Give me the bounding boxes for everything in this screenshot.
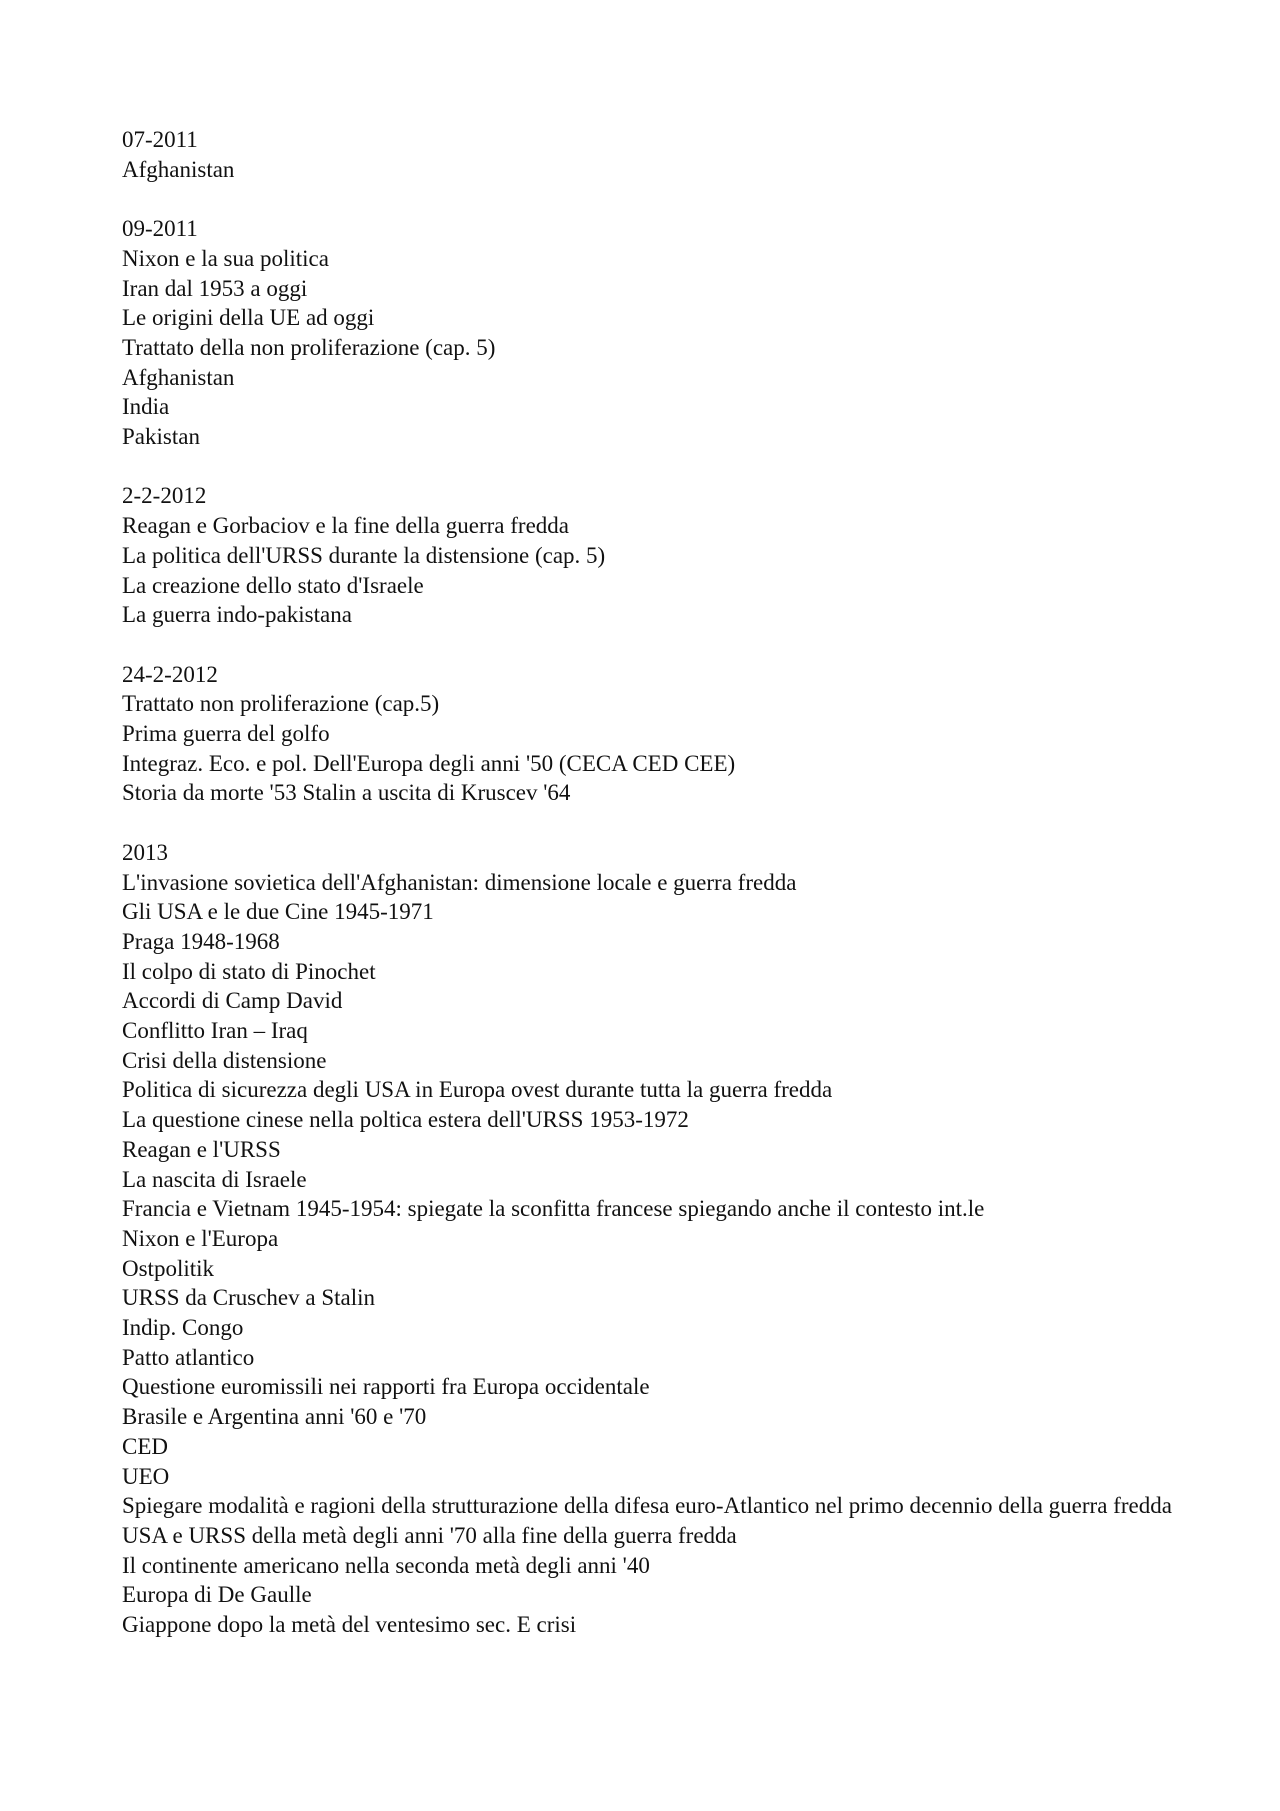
section-date: 2-2-2012 bbox=[122, 483, 207, 509]
topic-item: Spiegare modalità e ragioni della strutturazione della difesa euro-Atlantico nel primo decennio della guerra fredda bbox=[122, 1493, 1172, 1519]
topic-item: Iran dal 1953 a oggi bbox=[122, 275, 308, 301]
topic-item: Nixon e la sua politica bbox=[122, 245, 329, 271]
topic-item: Ostpolitik bbox=[122, 1255, 215, 1281]
topic-item: Europa di De Gaulle bbox=[122, 1582, 312, 1608]
topic-item: L'invasione sovietica dell'Afghanistan: dimensione locale e guerra fredda bbox=[122, 869, 797, 895]
section-2013 bbox=[122, 838, 1172, 1640]
topic-item: Patto atlantico bbox=[122, 1344, 255, 1370]
topic-item: India bbox=[122, 394, 170, 420]
section-date: 2013 bbox=[122, 839, 168, 865]
topic-item: Trattato della non proliferazione (cap. 5) bbox=[122, 334, 496, 360]
topic-item: Politica di sicurezza degli USA in Europa ovest durante tutta la guerra fredda bbox=[122, 1077, 833, 1103]
section-09-2011 bbox=[122, 214, 1172, 452]
topic-item: Francia e Vietnam 1945-1954: spiegate la sconfitta francese spiegando anche il contesto int.le bbox=[122, 1196, 985, 1222]
topic-item: Questione euromissili nei rapporti fra Europa occidentale bbox=[122, 1374, 650, 1400]
topic-item: Accordi di Camp David bbox=[122, 988, 343, 1014]
topic-item: Trattato non proliferazione (cap.5) bbox=[122, 691, 440, 717]
topic-item: La politica dell'URSS durante la distensione (cap. 5) bbox=[122, 542, 606, 568]
topic-item: Afghanistan bbox=[122, 156, 235, 182]
section-date: 09-2011 bbox=[122, 216, 198, 242]
topic-item: Integraz. Eco. e pol. Dell'Europa degli anni '50 (CECA CED CEE) bbox=[122, 750, 736, 776]
topic-item: Giappone dopo la metà del ventesimo sec. E crisi bbox=[122, 1612, 577, 1638]
topic-item: La nascita di Israele bbox=[122, 1166, 307, 1192]
topic-item: Le origini della UE ad oggi bbox=[122, 305, 375, 331]
section-date: 24-2-2012 bbox=[122, 661, 218, 687]
topic-item: Gli USA e le due Cine 1945-1971 bbox=[122, 899, 434, 925]
topic-item: URSS da Cruschev a Stalin bbox=[122, 1285, 375, 1311]
topic-item: Conflitto Iran – Iraq bbox=[122, 1018, 308, 1044]
topic-item: La creazione dello stato d'Israele bbox=[122, 572, 424, 598]
topic-item: La questione cinese nella poltica estera dell'URSS 1953-1972 bbox=[122, 1107, 689, 1133]
topic-item: Indip. Congo bbox=[122, 1315, 244, 1341]
topic-item: Crisi della distensione bbox=[122, 1047, 327, 1073]
topic-item: Nixon e l'Europa bbox=[122, 1225, 279, 1251]
topic-item: Il continente americano nella seconda metà degli anni '40 bbox=[122, 1552, 650, 1578]
topic-item: La guerra indo-pakistana bbox=[122, 602, 352, 628]
topic-item: Prima guerra del golfo bbox=[122, 721, 330, 747]
topic-item: Afghanistan bbox=[122, 364, 235, 390]
topic-item: Storia da morte '53 Stalin a uscita di Kruscev '64 bbox=[122, 780, 571, 806]
topic-item: Reagan e Gorbaciov e la fine della guerra fredda bbox=[122, 513, 569, 539]
topic-item: Reagan e l'URSS bbox=[122, 1136, 281, 1162]
section-date: 07-2011 bbox=[122, 127, 198, 152]
topic-item: Praga 1948-1968 bbox=[122, 928, 280, 954]
section-07-2011 bbox=[122, 125, 1172, 184]
topic-item: CED bbox=[122, 1433, 168, 1459]
topic-item: Brasile e Argentina anni '60 e '70 bbox=[122, 1404, 427, 1430]
topic-item: Il colpo di stato di Pinochet bbox=[122, 958, 376, 984]
topic-item: Pakistan bbox=[122, 424, 200, 450]
topic-item: UEO bbox=[122, 1463, 170, 1489]
topic-item: USA e URSS della metà degli anni '70 alla fine della guerra fredda bbox=[122, 1522, 737, 1548]
document-body bbox=[122, 125, 1172, 1640]
section-24-2-2012 bbox=[122, 660, 1172, 809]
section-2-2-2012 bbox=[122, 481, 1172, 630]
